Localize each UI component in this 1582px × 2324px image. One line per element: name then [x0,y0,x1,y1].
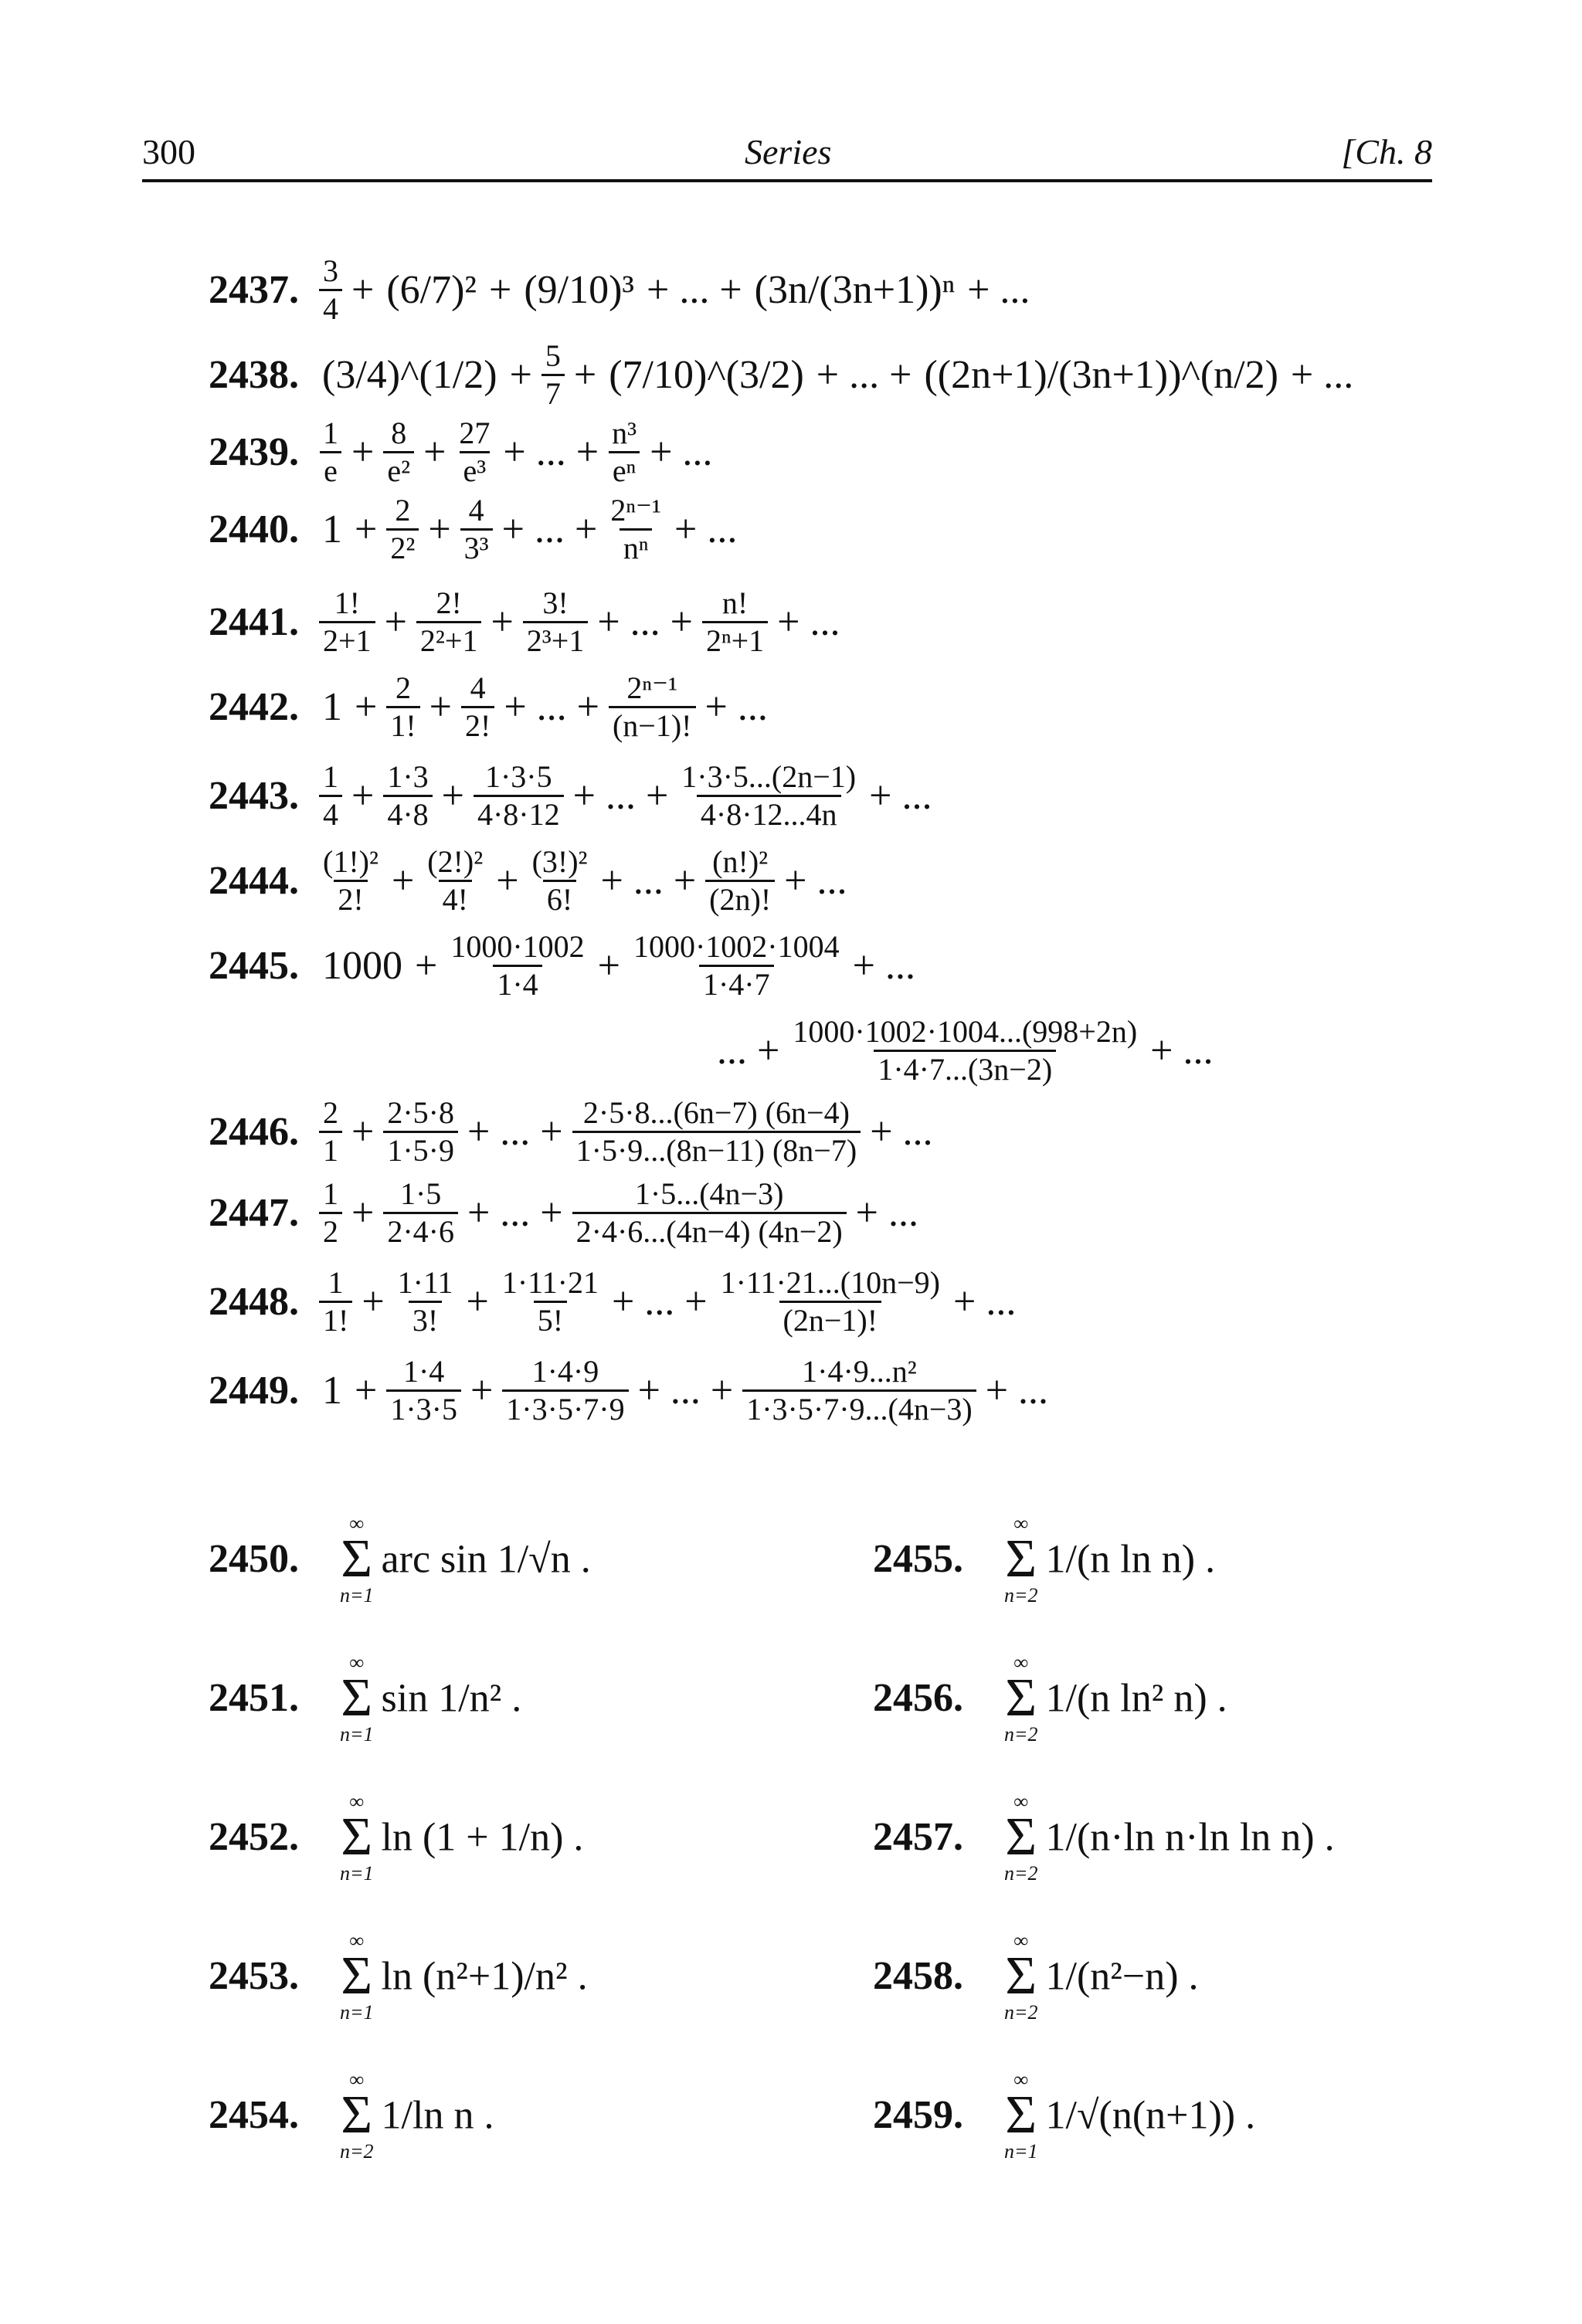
sigma-icon [1004,2070,1038,2162]
fraction [383,1178,458,1248]
summation-problem [209,1792,583,1884]
summand: arc sin 1/√n . [381,1537,591,1582]
numerator: 1·3·5 [484,759,552,794]
series-problem [711,1016,1220,1086]
summation-problem [873,1653,1227,1745]
operator: + [351,429,375,474]
sigma-icon [340,2070,374,2162]
sigma-icon [1004,1792,1038,1884]
numerator: 4 [470,670,486,705]
operator: + ... [870,1109,933,1154]
operator: + ... [985,1368,1049,1413]
series-problem [209,1267,1022,1337]
denominator: 4·8·12...4n [697,795,841,831]
operator: + [351,1190,375,1235]
summation-problem [209,1931,588,2023]
sigma-glyph: Σ [1005,1807,1037,1867]
summand: 1/√(n(n+1)) . [1045,2093,1256,2138]
problem-number: 2447. [209,1190,299,1235]
problem-number: 2451. [209,1676,299,1721]
denominator: e² [383,451,414,487]
lower-limit: n=2 [1004,1583,1038,1606]
numerator: 1·4·9 [531,1354,599,1389]
operator: + [355,684,378,729]
operator: ... + [717,1028,780,1073]
numerator: 1! [334,585,360,620]
operator: + ... + [467,1190,563,1235]
denominator: 1 [319,1131,342,1167]
operator: + ... [855,1190,918,1235]
numerator: 8 [391,416,407,450]
sigma-glyph: Σ [341,1807,373,1867]
fraction [702,587,768,657]
denominator: (2n−1)! [779,1301,882,1337]
operator: + [441,773,464,818]
numerator: 2·5·8...(6n−7) (6n−4) [582,1095,850,1130]
term: ((2n+1)/(3n+1))^(n/2) [924,352,1278,397]
denominator: 6! [543,880,576,916]
series-problem [209,931,922,1001]
operator: + [489,267,512,312]
numerator: 1·3 [387,759,429,794]
fraction [742,1355,976,1426]
upper-limit: ∞ [1013,2068,1029,2091]
series-problem [209,587,846,657]
fraction [677,761,860,831]
problem-number: 2439. [209,429,299,474]
numerator: 5 [545,338,561,373]
fraction [319,761,342,831]
denominator: 7 [541,374,565,410]
series-problem [209,1355,1054,1426]
denominator: 2²+1 [416,621,482,657]
fraction [319,846,382,916]
term: (9/10)³ [524,267,634,312]
sigma-glyph: Σ [341,2085,373,2145]
problem-number: 2453. [209,1954,299,1999]
series-problem [209,846,853,916]
numerator: 3! [542,585,569,620]
numerator: 1 [328,1265,344,1300]
operator: + ... [784,858,847,903]
sigma-glyph: Σ [1005,1529,1037,1589]
series-problem [209,255,1036,325]
numerator: 2ⁿ⁻¹ [626,670,678,705]
denominator: 1·3·5 [386,1389,461,1426]
operator: + ... + [503,429,599,474]
operator: + ... + [647,267,742,312]
numerator: 1·11·21 [501,1265,599,1300]
numerator: 2 [395,670,411,705]
series-problem [209,761,938,831]
operator: + [351,1109,375,1154]
denominator: 3! [409,1301,442,1337]
upper-limit: ∞ [1013,1651,1029,1674]
problem-number: 2443. [209,773,299,818]
denominator: 2·4·6 [383,1212,458,1248]
problem-number: 2438. [209,352,299,397]
fraction [319,417,342,487]
fraction [523,587,589,657]
operator: + [391,858,415,903]
operator: + [466,1279,489,1324]
denominator: 2³+1 [523,621,589,657]
sigma-icon [1004,1931,1038,2023]
fraction [383,1097,458,1167]
lower-limit: n=1 [340,1861,374,1885]
denominator: 1·4 [493,965,541,1001]
fraction [630,931,844,1001]
numerator: 2 [395,493,411,528]
summand: 1/(n²−n) . [1045,1954,1199,1999]
problem-number: 2444. [209,858,299,903]
fraction [572,1097,861,1167]
operator: + [428,507,451,551]
term: 1000 [322,943,402,988]
numerator: 1·5 [399,1176,442,1211]
upper-limit: ∞ [349,1512,365,1535]
sigma-glyph: Σ [1005,1668,1037,1728]
term: (3n/(3n+1))ⁿ [754,267,956,312]
operator: + ... + [816,352,912,397]
summand: 1/(n·ln n·ln ln n) . [1045,1815,1335,1860]
sigma-glyph: Σ [341,1946,373,2006]
operator: + [415,943,438,988]
lower-limit: n=1 [340,1583,374,1606]
lower-limit: n=1 [340,2000,374,2024]
sigma-icon [340,1653,374,1745]
sigma-icon [1004,1514,1038,1606]
numerator: 1000·1002·1004...(998+2n) [793,1014,1138,1049]
problem-number: 2441. [209,599,299,644]
problem-number: 2454. [209,2093,299,2138]
denominator: nⁿ [620,528,653,565]
operator: + ... + [504,684,599,729]
fraction [319,255,342,325]
numerator: 2ⁿ⁻¹ [610,493,662,528]
lower-limit: n=2 [1004,2000,1038,2024]
upper-limit: ∞ [1013,1790,1029,1813]
numerator: (2!)² [427,844,484,879]
fraction [498,1267,603,1337]
lower-limit: n=1 [1004,2139,1038,2163]
denominator: 4·8 [383,795,432,831]
summand: ln (1 + 1/n) . [381,1815,584,1860]
denominator: (2n)! [705,880,775,916]
sigma-icon [340,1931,374,2023]
summation-problem [209,1653,521,1745]
upper-limit: ∞ [1013,1929,1029,1952]
denominator: 1! [319,1301,352,1337]
denominator: 2! [461,706,494,742]
problem-number: 2459. [873,2093,963,2138]
summation-problem [873,2070,1255,2162]
operator: + ... [852,943,915,988]
operator: + [491,599,514,644]
operator: + [470,1368,494,1413]
fraction [386,672,419,742]
fraction [609,672,696,742]
numerator: 2 [323,1095,338,1130]
problem-number: 2448. [209,1279,299,1324]
series-problem [209,1097,939,1167]
numerator: 4 [468,493,484,528]
operator: + ... [650,429,713,474]
operator: + ... [1150,1028,1214,1073]
fraction [386,494,419,565]
denominator: 1·5·9 [383,1131,458,1167]
numerator: 1 [323,759,338,794]
fraction [528,846,592,916]
denominator: 4 [319,795,342,831]
sigma-glyph: Σ [341,1529,373,1589]
operator: + [423,429,446,474]
problem-number: 2457. [873,1815,963,1860]
fraction [606,494,665,565]
series-problem [209,494,743,565]
denominator: eⁿ [609,451,640,487]
denominator: 2 [319,1212,342,1248]
operator: + ... + [637,1368,734,1413]
fraction [416,587,482,657]
fraction [461,672,494,742]
series-problem [209,1178,925,1248]
numerator: 1·4 [402,1354,445,1389]
lower-limit: n=2 [1004,1861,1038,1885]
numerator: 27 [459,416,491,450]
problem-number: 2440. [209,507,299,551]
term: 1 [322,1368,342,1413]
operator: + [429,684,452,729]
upper-limit: ∞ [349,1790,365,1813]
denominator: 1·3·5·7·9 [502,1389,628,1426]
sigma-icon [1004,1653,1038,1745]
denominator: 1! [386,706,419,742]
numerator: 1 [323,416,338,450]
fraction [789,1016,1141,1086]
operator: + [351,267,375,312]
denominator: e [320,451,341,487]
denominator: 1·4·7 [699,965,774,1001]
series-problem [209,672,774,742]
chapter-label: [Ch. 8 [1341,132,1432,171]
operator: + [355,507,378,551]
problem-number: 2449. [209,1368,299,1413]
sigma-glyph: Σ [1005,1946,1037,2006]
fraction [474,761,564,831]
summand: sin 1/n² . [381,1676,522,1721]
fraction [541,340,565,410]
problem-number: 2456. [873,1676,963,1721]
lower-limit: n=2 [340,2139,374,2163]
operator: + ... [869,773,932,818]
term: 1 [322,507,342,551]
denominator: 4·8·12 [474,795,564,831]
sigma-icon [340,1792,374,1884]
operator: + [351,773,375,818]
summation-problem [209,2070,494,2162]
term: (3/4)^(1/2) [322,352,497,397]
denominator: 4! [439,880,472,916]
numerator: (1!)² [323,844,379,879]
operator: + [509,352,532,397]
numerator: 2·5·8 [387,1095,454,1130]
problem-number: 2442. [209,684,299,729]
operator: + [597,943,620,988]
numerator: 1000·1002 [450,929,585,964]
summation-problem [873,1792,1335,1884]
numerator: 1·11 [397,1265,453,1300]
series-problem [209,417,718,487]
denominator: 2² [386,528,419,565]
page-header [142,131,1432,182]
operator: + ... [1290,352,1354,397]
fraction [608,417,640,487]
denominator: 1·4·7...(3n−2) [874,1050,1056,1086]
denominator: e³ [460,451,491,487]
operator: + ... + [501,507,598,551]
fraction [383,417,414,487]
operator: + ... + [597,599,693,644]
denominator: 5! [534,1301,567,1337]
fraction [423,846,487,916]
fraction [319,1178,342,1248]
problem-number: 2445. [209,943,299,988]
fraction [386,1355,461,1426]
sigma-glyph: Σ [341,1668,373,1728]
sigma-glyph: Σ [1005,2085,1037,2145]
summation-problem [873,1931,1199,2023]
denominator: 4 [319,289,342,325]
operator: + ... + [572,773,669,818]
problem-number: 2437. [209,267,299,312]
numerator: 2! [436,585,462,620]
fraction [717,1267,944,1337]
fraction [319,1267,352,1337]
series-problem [209,340,1360,410]
numerator: 1·5...(4n−3) [634,1176,784,1211]
fraction [455,417,494,487]
fraction [319,587,375,657]
operator: + [573,352,597,397]
numerator: (n!)² [712,844,769,879]
operator: + [496,858,519,903]
fraction [460,494,493,565]
numerator: 1·4·9...n² [802,1354,917,1389]
sigma-icon [340,1514,374,1606]
numerator: 1 [323,1176,338,1211]
fraction [572,1178,847,1248]
numerator: (3!)² [531,844,588,879]
fraction [446,931,588,1001]
denominator: 2·4·6...(4n−4) (4n−2) [572,1212,847,1248]
lower-limit: n=2 [1004,1722,1038,1746]
denominator: 1·3·5·7·9...(4n−3) [742,1389,976,1426]
operator: + ... [777,599,840,644]
problem-number: 2452. [209,1815,299,1860]
summation-problem [873,1514,1215,1606]
denominator: 3³ [460,528,493,565]
fraction [319,1097,342,1167]
summand: ln (n²+1)/n² . [381,1954,588,1999]
upper-limit: ∞ [349,1651,365,1674]
term: 1 [322,684,342,729]
numerator: n! [721,585,749,620]
operator: + [384,599,407,644]
denominator: 2ⁿ+1 [702,621,768,657]
operator: + ... [967,267,1030,312]
summation-problem [209,1514,591,1606]
operator: + ... + [467,1109,563,1154]
summand: 1/(n ln n) . [1045,1537,1216,1582]
numerator: 1·11·21...(10n−9) [720,1265,940,1300]
fraction [394,1267,457,1337]
denominator: 2! [334,880,367,916]
problem-number: 2458. [873,1954,963,1999]
fraction [383,761,432,831]
problem-number: 2450. [209,1537,299,1582]
summand: 1/(n ln² n) . [1045,1676,1227,1721]
operator: + ... + [600,858,697,903]
operator: + [355,1368,378,1413]
summand: 1/ln n . [381,2093,494,2138]
problem-number: 2455. [873,1537,963,1582]
denominator: (n−1)! [609,706,696,742]
numerator: 3 [323,253,338,288]
page-number: 300 [142,132,195,171]
operator: + ... [953,1279,1017,1324]
operator: + ... + [611,1279,708,1324]
running-title: Series [745,132,832,171]
numerator: 1·3·5...(2n−1) [681,759,857,794]
denominator: 2+1 [319,621,375,657]
term: (7/10)^(3/2) [609,352,804,397]
numerator: 1000·1002·1004 [633,929,840,964]
upper-limit: ∞ [349,1929,365,1952]
denominator: 1·5·9...(8n−11) (8n−7) [572,1131,861,1167]
operator: + [362,1279,385,1324]
fraction [502,1355,628,1426]
upper-limit: ∞ [1013,1512,1029,1535]
term: (6/7)² [386,267,477,312]
numerator: n³ [612,416,637,450]
problem-number: 2446. [209,1109,299,1154]
fraction [705,846,775,916]
operator: + ... [674,507,738,551]
lower-limit: n=1 [340,1722,374,1746]
operator: + ... [704,684,768,729]
upper-limit: ∞ [349,2068,365,2091]
